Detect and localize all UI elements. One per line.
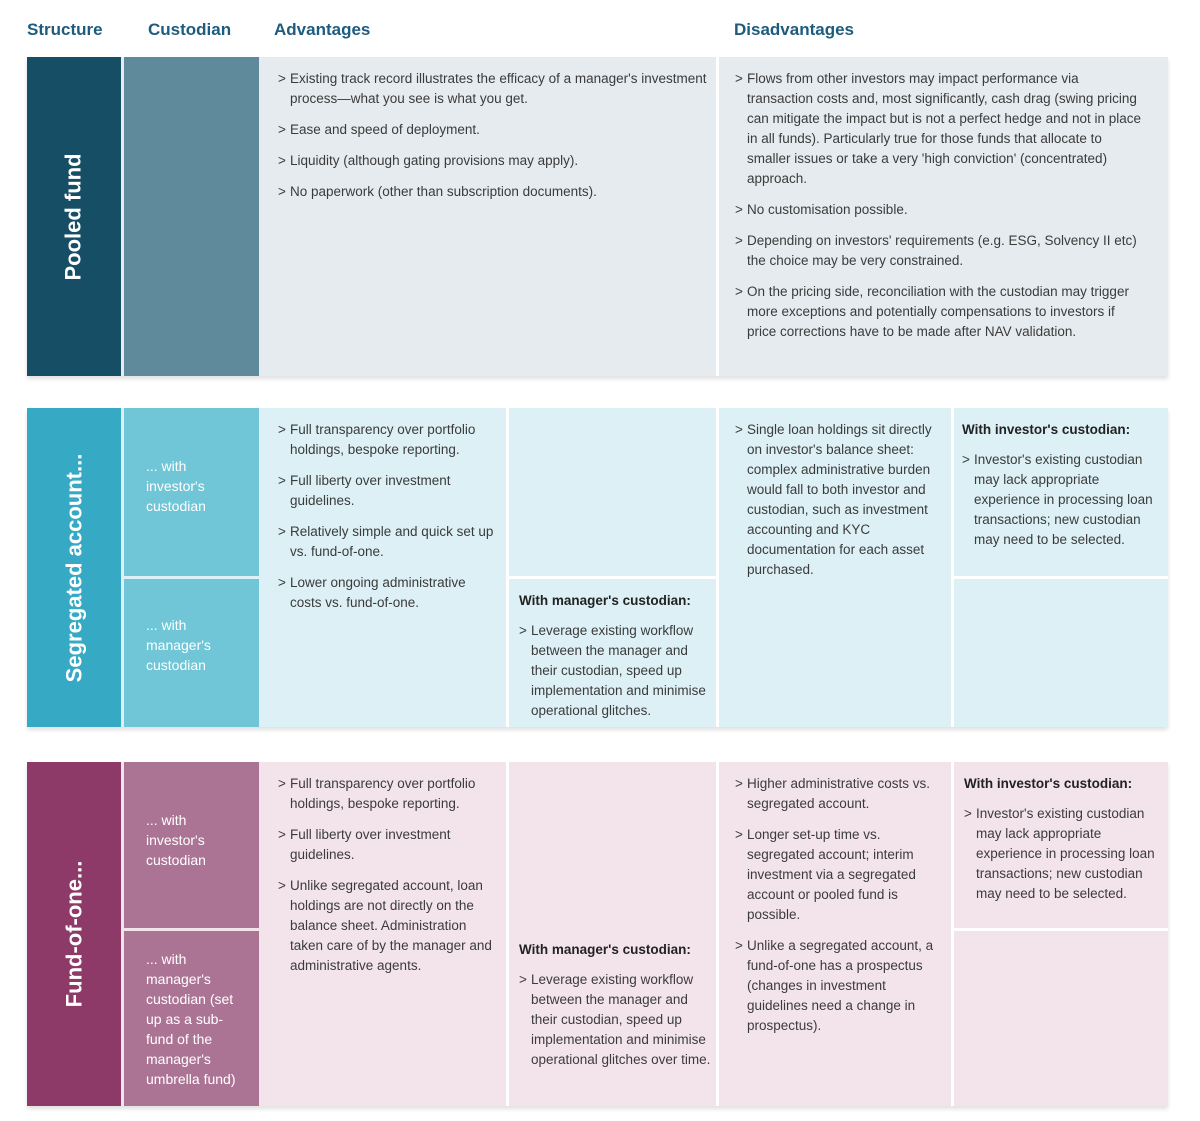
list-item: > Full liberty over investment guidelines. [278,471,498,511]
list-item: > Full liberty over investment guidelines. [278,825,498,865]
segregated-custodian-investor [124,408,259,576]
custodian-label: ... with investor's custodian [146,812,206,868]
segregated-custodian-manager [124,579,259,727]
list-item: > Investor's existing custodian may lack appropriate experience in processing loan transactions; new custodian may need to be selected. [964,804,1162,904]
list-item: > Full transparency over portfolio holdings, bespoke reporting. [278,420,498,460]
list-item: > Higher administrative costs vs. segregated account. [735,774,947,814]
header-custodian: Custodian [148,20,232,39]
fundofone-advantages-list [278,774,498,976]
custodian-label: ... with investor's custodian [146,458,206,514]
segregated-investor-hline [954,576,1168,579]
list-item: > Lower ongoing administrative costs vs. fund-of-one. [278,573,498,613]
pooled-advantages-cell [262,57,716,376]
list-item: > No customisation possible. [735,200,1146,220]
segregated-disadvantages-list [735,420,947,580]
segregated-structure-cell [27,408,121,727]
pooled-structure-label: Pooled fund [61,152,86,281]
list-item: > Investor's existing custodian may lack appropriate experience in processing loan transactions; new custodian may need to be selected. [962,450,1162,550]
custodian-label: ... with manager's custodian (set up as a sub-fund of the manager's umbrella fund) [146,951,236,1087]
fundofone-disadvantages-list [735,774,947,1036]
manager-custodian-heading: With manager's custodian: [519,593,691,608]
list-item: > Leverage existing workflow between the manager and their custodian, speed up implementation and minimise operational glitches. [519,621,714,721]
header-advantages: Advantages [274,20,371,39]
fundofone-manager-advantages-list [519,970,712,1070]
list-item: > Relatively simple and quick set up vs. fund-of-one. [278,522,498,562]
list-item: > Unlike a segregated account, a fund-of-one has a prospectus (changes in investment guidelines need a change in prospectus). [735,936,947,1036]
segregated-structure-label: Segregated account... [61,453,86,682]
fundofone-manager-advantages-cell [509,928,716,1106]
investor-custodian-heading: With investor's custodian: [964,776,1133,791]
list-item: > Leverage existing workflow between the manager and their custodian, speed up implementation and minimise operational glitches over time. [519,970,712,1070]
header-structure: Structure [27,20,103,39]
segregated-advantages-cell [262,408,506,727]
list-item: > No paperwork (other than subscription documents). [278,182,708,202]
pooled-disadvantages-list [735,69,1146,342]
segregated-manager-advantages-list [519,621,714,721]
list-item: > Unlike segregated account, loan holdings are not directly on the balance sheet. Administration taken care of by the manager and administrative agents. [278,876,498,976]
fundofone-custodian-manager [124,931,259,1106]
segregated-disadvantages-cell [719,408,951,727]
segregated-investor-disadvantages-list [962,450,1162,550]
list-item: > On the pricing side, reconciliation with the custodian may trigger more exceptions and potentially compensations to investors if price corrections have to be made after NAV validation. [735,282,1146,342]
fundofone-structure-label: Fund-of-one... [61,860,86,1008]
list-item: > Full transparency over portfolio holdings, bespoke reporting. [278,774,498,814]
fundofone-advantages-cell [262,762,506,1106]
pooled-advantages-list [278,69,708,202]
custodian-label: ... with manager's custodian [146,617,211,673]
list-item: > Single loan holdings sit directly on investor's balance sheet: complex administrative burden would fall to both investor and custodian, such as investment accounting and KYC documentation for each asset purchased. [735,420,947,580]
fundofone-disadvantages-cell [719,762,951,1106]
fundofone-investor-disadvantages-list [964,804,1162,904]
list-item: > Depending on investors' requirements (e.g. ESG, Solvency II etc) the choice may be very constrained. [735,231,1146,271]
list-item: > Flows from other investors may impact performance via transaction costs and, most significantly, cash drag (swing pricing can mitigate the impact but is not a perfect hedge and not in place in all funds). Particularly true for those funds that allocate to smaller issues or take a very 'high conviction' (concentrated) approach. [735,69,1146,189]
list-item: > Liquidity (although gating provisions may apply). [278,151,708,171]
segregated-investor-disadvantages-cell [954,408,1168,576]
pooled-structure-cell [27,57,121,376]
pooled-disadvantages-cell [719,57,1168,376]
pooled-custodian-cell [124,57,259,376]
list-item: > Existing track record illustrates the efficacy of a manager's investment process—what you see is what you get. [278,69,708,109]
list-item: > Longer set-up time vs. segregated account; interim investment via a segregated account or pooled fund is possible. [735,825,947,925]
header-disadvantages: Disadvantages [734,20,854,39]
fundofone-investor-disadvantages-cell [954,762,1168,928]
fundofone-structure-cell [27,762,121,1106]
manager-custodian-heading: With manager's custodian: [519,942,691,957]
segregated-advantages-list [278,420,498,613]
fundofone-investor-hline [954,928,1168,931]
list-item: > Ease and speed of deployment. [278,120,708,140]
investor-custodian-heading: With investor's custodian: [962,422,1131,437]
fundofone-custodian-investor [124,762,259,928]
segregated-manager-advantages-cell [509,579,716,727]
